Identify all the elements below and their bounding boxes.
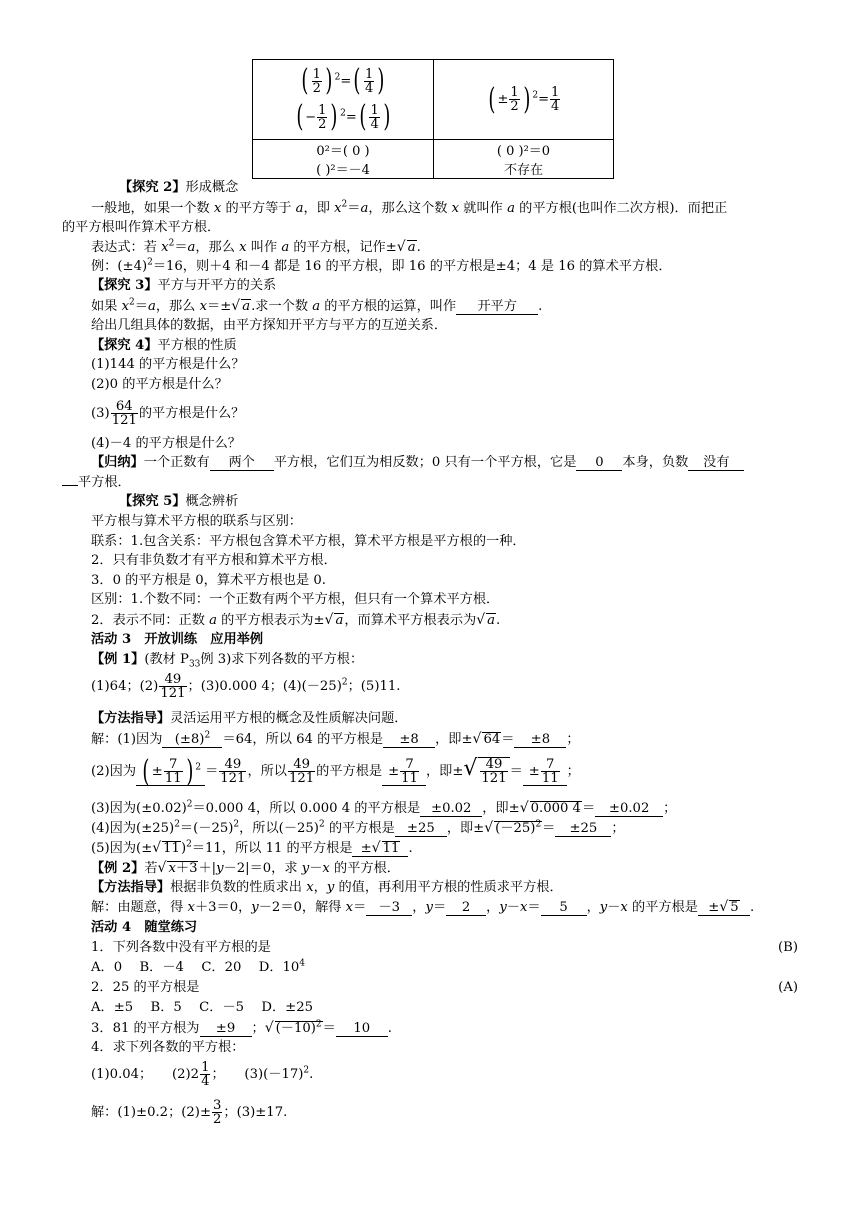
definition-line-1: 一般地，如果一个数 x 的平方等于 a，即 $x^2=a$，那么这个数 x 就叫作 a 的平方根(也叫作二次方根)．而把正 [91, 199, 728, 216]
exercise-2-answer: (A) [778, 980, 798, 995]
table-cell-positive-negative: ( $\frac{1}{2}$ ) $^2$=( $\frac{1}{4}$ ) ( − $\frac{1}{2}$ ) $^2$=( $\frac{1}{4}$ ) [253, 60, 434, 140]
question-3: (3) $\frac{64}{121}$ 的平方根是什么？ [91, 399, 245, 428]
exercise-4-items: (1)0.04； (2)2 $\frac{1}{4}$ ； $(3)(-17)^2$. [91, 1060, 314, 1089]
example-2-solution: 解：由题意，得 x＋3＝0，y－2＝0，解得 x＝ －3 ，y＝ 2 ，y－x＝ 5 ，y－x 的平方根是 ±√ 5 . [91, 899, 755, 915]
square-root-operation: 如果 $x^2=a$，那么 x＝±√ a.求一个数 a 的平方根的运算，叫作 开平方 . [91, 297, 543, 314]
difference-1: 区别：1.个数不同：一个正数有两个平方根，但只有一个算术平方根． [91, 592, 500, 607]
solution-4: (4)因为$(\pm 25)^2=(-25)^2$，所以$(-25)^2$ 的平方根是 ±25 ，即±√ $(-25)^2= \pm 25$ ； [91, 819, 625, 836]
method-guide-2: 【方法指导】根据非负数的性质求出 x，y 的值，再利用平方根的性质求平方根． [91, 880, 563, 895]
heading-explore-2: 【探究 2】形成概念 [119, 180, 239, 195]
example-1-heading: 【例 1】(教材 $P_{33}$例 3)求下列各数的平方根： [91, 652, 364, 670]
exercise-1-answer: (B) [778, 940, 798, 955]
table-cell-zero-root: ( 0 )²＝0 不存在 [434, 140, 614, 179]
relation-3: 3．0 的平方根是 0，算术平方根也是 0. [91, 573, 326, 588]
heading-explore-5: 【探究 5】概念辨析 [119, 494, 239, 509]
activity-3-heading: 活动 3 开放训练 应用举例 [91, 632, 264, 647]
exercise-4: 4．求下列各数的平方根： [91, 1040, 245, 1055]
relation-intro: 平方根与算术平方根的联系与区别： [91, 514, 302, 529]
expression-line: 表达式：若 $x^2=a$，那么 x 叫作 a 的平方根，记作±√ a. [91, 238, 421, 255]
heading-explore-4: 【探究 4】平方根的性质 [91, 338, 237, 353]
exercise-2-options: A．±5 B．5 C．－5 D．±25 [91, 1000, 314, 1015]
solution-3: (3)因为$(\pm 0.02)^2=0.000$ 4，所以 0.000 4 的平方根是 ±0.02 ，即±√ 0.000 4＝ ±0.02 ； [91, 799, 677, 816]
square-examples-table [252, 59, 614, 179]
relation-2: 2．只有非负数才有平方根和算术平方根． [91, 553, 337, 568]
exercise-1-options: A．0 B．－4 C．20 D．$10^4$ [91, 958, 306, 975]
summary-line-1: 【归纳】一个正数有 两个 平方根，它们互为相反数；0 只有一个平方根，它是 0 本身，负数 没有 [91, 455, 744, 471]
example-1-items: (1)64；(2) $\frac{49}{121}$ ；(3)0.000 4；$(4)(-25)^2$；(5)11. [91, 672, 401, 701]
difference-2: 2．表示不同：正数 a 的平方根表示为±√ a，而算术平方根表示为√ a. [91, 612, 501, 628]
heading-explore-3: 【探究 3】平方与开平方的关系 [91, 278, 277, 293]
table-cell-zero-square: 0²＝( 0 ) ( )²＝－4 [253, 140, 434, 179]
example-2-heading: 【例 2】若√ x＋3＋|y－2|＝0，求 y－x 的平方根． [91, 860, 400, 876]
inverse-relation-line: 给出几组具体的数据，由平方探知开平方与平方的互逆关系． [91, 318, 448, 333]
exercise-3: 3．81 的平方根为 ±9 ；√ $(-10)^2= 10$ . [91, 1019, 392, 1036]
exercise-2: 2．25 的平方根是 [91, 980, 200, 995]
question-4: (4)－4 的平方根是什么？ [91, 436, 241, 451]
summary-line-2: 平方根． [62, 475, 131, 491]
table-cell-plus-minus: ( ± $\frac{1}{2}$ ) $^2$= $\frac{1}{4}$ [434, 60, 614, 140]
exercise-4-solution: 解：(1)±0.2；(2)± $\frac{3}{2}$ ；(3)±17. [91, 1098, 288, 1127]
solution-1: 解：(1)因为 $(\pm 8)^2 =64$，所以 64 的平方根是 ±8 ，即±√ 64＝ ±8 ； [91, 730, 580, 747]
exercise-1: 1．下列各数中没有平方根的是 [91, 940, 271, 955]
example-line: 例：$(\pm 4)^2=16$，则＋4 和－4 都是 16 的平方根，即 16 的平方根是±4；4 是 16 的算术平方根． [91, 257, 672, 274]
method-guide-1: 【方法指导】灵活运用平方根的概念及性质解决问题． [91, 711, 408, 726]
definition-line-2: 的平方根叫作算术平方根． [62, 220, 221, 235]
solution-5: (5)因为(±√ 11)$^2$＝11，所以 11 的平方根是 ±√ 11 . [91, 839, 413, 856]
relation-1: 联系：1.包含关系：平方根包含算术平方根，算术平方根是平方根的一种． [91, 534, 526, 549]
solution-2: (2)因为 ( ± $\frac{7}{11}$ ) $^2$ ＝ $\frac{49}{121}$ ，所以 $\frac{49}{121}$ 的平方根是 ± $\frac{7}{11}$ ，即±√ $\frac{49}{121}$ ＝ ± $\frac{7}{11}$ ； [91, 753, 580, 789]
question-2: (2)0 的平方根是什么？ [91, 377, 228, 392]
question-1: (1)144 的平方根是什么？ [91, 357, 245, 372]
activity-4-heading: 活动 4 随堂练习 [91, 920, 198, 935]
